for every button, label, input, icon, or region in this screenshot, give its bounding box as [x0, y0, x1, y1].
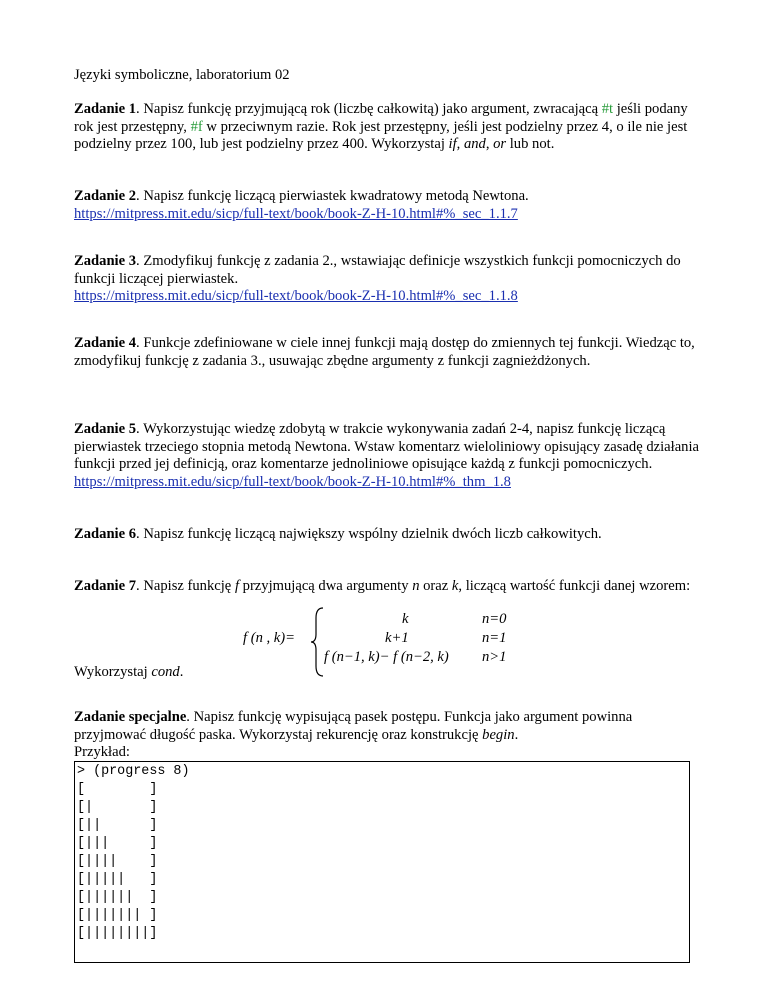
code-line: [||||||||]: [77, 926, 158, 941]
task-5: [74, 421, 706, 491]
code-line: [|||||| ]: [77, 890, 158, 905]
code-line: > (progress 8): [77, 764, 190, 779]
task-label: Zadanie 2: [74, 188, 137, 204]
sicp-link[interactable]: https://mitpress.mit.edu/sicp/full-text/book/book-Z-H-10.html#%_thm_1.8: [74, 473, 511, 490]
false-literal: #f: [190, 118, 203, 135]
keyword-or: or: [493, 136, 507, 153]
var-k: k: [451, 578, 459, 594]
task-text: .: [514, 726, 519, 743]
keyword-and: and: [463, 136, 486, 153]
task-text: . Napisz funkcję liczącą największy wspólny dzielnik dwóch liczb całkowitych.: [136, 526, 602, 542]
document-title: Języki symboliczne, laboratorium 02: [74, 67, 290, 83]
task-1: [74, 101, 706, 154]
code-example-box: [74, 761, 690, 963]
formula-cond-3: n>1: [482, 649, 507, 665]
task-label: Zadanie 4: [74, 335, 137, 351]
task-text: . Napisz funkcję wypisującą pasek postępu. Funkcja jako argument powinna przyjmować długość paska. Wykorzystaj rekurencję oraz konstrukcję: [74, 709, 633, 743]
task-text: jeśli podany rok jest przestępny,: [74, 101, 688, 135]
formula-lhs: f (n , k)=: [243, 630, 295, 646]
task-text: . Wykorzystując wiedzę zdobytą w trakcie wykonywania zadań 2-4, napisz funkcję liczącą pierwiastek trzeciego stopnia metodą Newtona. Wstaw komentarz wieloliniowy opisujący zasadę działania funkcji przed jej definicją, oraz komentarze jednoliniowe opisujące każdą z funkcji pomocniczych.: [74, 421, 700, 473]
code-line: [ ]: [77, 782, 158, 797]
task-3: [74, 253, 706, 306]
task-text: Wykorzystaj: [74, 664, 152, 680]
sicp-link[interactable]: https://mitpress.mit.edu/sicp/full-text/book/book-Z-H-10.html#%_sec_1.1.7: [74, 205, 518, 222]
keyword-cond: cond: [151, 664, 180, 680]
code-line: [| ]: [77, 800, 158, 815]
separator: ,: [456, 136, 464, 153]
task-text: . Napisz funkcję liczącą pierwiastek kwadratowy metodą Newtona.: [136, 188, 529, 204]
separator: ,: [485, 136, 494, 153]
formula-cond-1: n=0: [482, 611, 507, 627]
task-text: .: [179, 664, 184, 680]
task-label: Zadanie specjalne: [74, 709, 187, 725]
task-label: Zadanie 3: [74, 253, 137, 269]
task-text: . Napisz funkcję: [136, 578, 235, 594]
var-f: f: [234, 578, 239, 594]
task-text: . Napisz funkcję przyjmującą rok (liczbę całkowitą) jako argument, zwracającą: [136, 101, 602, 117]
var-n: n: [412, 578, 420, 594]
code-line: [|| ]: [77, 818, 158, 833]
keyword-begin: begin: [482, 726, 515, 743]
task-text: lub not.: [506, 136, 555, 153]
task-text: oraz: [419, 578, 452, 594]
code-line: [||||| ]: [77, 872, 158, 887]
task-text: przyjmującą dwa argumenty: [239, 578, 413, 594]
example-label: Przykład:: [74, 744, 130, 761]
code-line: [|||| ]: [77, 854, 158, 869]
task-7-hint: [74, 664, 706, 682]
code-line: [||||||| ]: [77, 908, 158, 923]
keyword-if: if: [448, 136, 457, 153]
sicp-link[interactable]: https://mitpress.mit.edu/sicp/full-text/book/book-Z-H-10.html#%_sec_1.1.8: [74, 288, 518, 305]
task-6: [74, 526, 706, 544]
task-4: [74, 335, 706, 370]
formula-case-3: f (n−1, k)− f (n−2, k): [324, 649, 449, 665]
code-line: [||| ]: [77, 836, 158, 851]
formula-cond-2: n=1: [482, 630, 507, 646]
task-text: . Funkcje zdefiniowane w ciele innej funkcji mają dostęp do zmiennych tej funkcji. Wiedząc to, zmodyfikuj funkcję z zadania 3., usuwając zbędne argumenty z funkcji zagnieżdżonych.: [74, 335, 695, 369]
task-label: Zadanie 5: [74, 421, 137, 437]
task-text: . Zmodyfikuj funkcję z zadania 2., wstawiając definicje wszystkich funkcji pomocniczych do funkcji liczącej pierwiastek.: [74, 253, 681, 287]
true-literal: #t: [601, 101, 614, 117]
formula-case-1: k: [402, 611, 409, 627]
task-label: Zadanie 6: [74, 526, 137, 542]
task-text: , liczącą wartość funkcji danej wzorem:: [458, 578, 691, 594]
task-special: [74, 709, 706, 762]
task-label: Zadanie 7: [74, 578, 137, 594]
task-text: w przeciwnym razie. Rok jest przestępny, jeśli jest podzielny przez 4, o ile nie jest podzielny przez 100, lub jest podzielny przez 400. Wykorzystaj: [74, 118, 688, 153]
formula-case-2: k+1: [385, 630, 409, 646]
task-2: [74, 188, 706, 223]
task-7: [74, 578, 706, 596]
task-label: Zadanie 1: [74, 101, 137, 117]
